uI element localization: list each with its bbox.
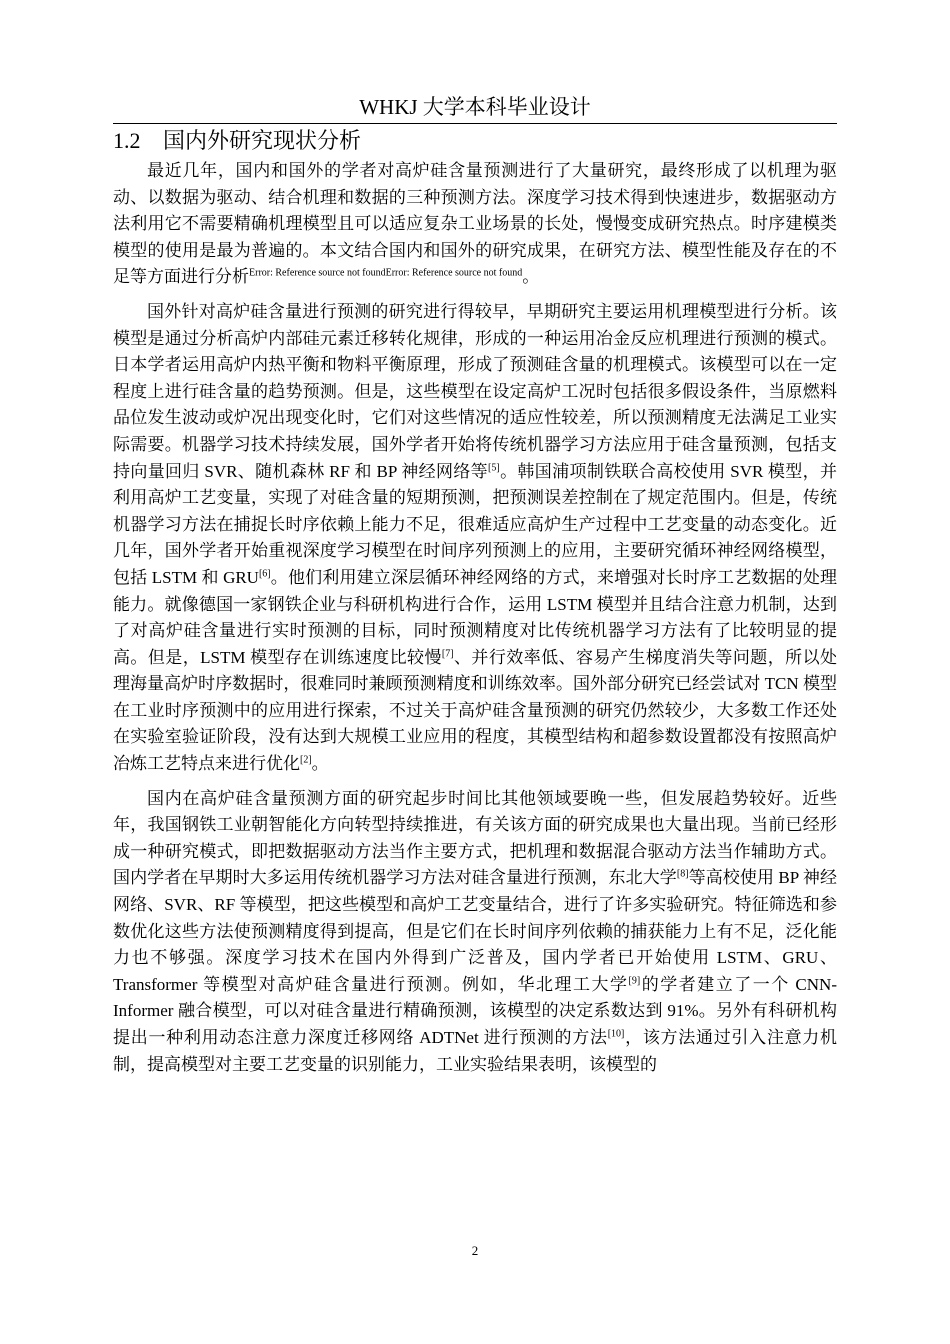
paragraph-text: 。 xyxy=(522,267,540,287)
paragraph-text: 国内在高炉硅含量预测方面的研究起步时间比其他领域要晚一些，但发展趋势较好。近些年，我国钢铁工业朝智能化方向转型持续推进，有关该方面的研究成果也大量出现。当前已经形成一种研究模式，即把数据驱动方法当作主要方式，把机理和数据混合驱动方法当作辅助方式。国内学者在早期时大多运用传统机器学习方法对硅含量进行预测，东北大学 xyxy=(113,788,837,888)
section-title-text: 国内外研究现状分析 xyxy=(163,128,362,153)
citation: [6] xyxy=(258,568,271,580)
paragraph-1 xyxy=(113,158,837,291)
paragraph-text: 、并行效率低、容易产生梯度消失等问题，所以处理海量高炉时序数据时，很难同时兼顾预测精度和训练效率。国外部分研究已经尝试对 TCN 模型在工业时序预测中的应用进行探索，不过关于高炉硅含量预测的研究仍然较少，大多数工作还处在实验室验证阶段，没有达到大规模工业应用的程度，其模型结构和超参数设置都没有按照高炉冶炼工艺特点来进行优化 xyxy=(113,647,838,774)
citation: [7] xyxy=(441,648,454,660)
paragraph-text: 等高校使用 BP 神经网络、SVR、RF 等模型，把这些模型和高炉工艺变量结合，进行了许多实验研究。特征筛选和参数优化这些方法使预测精度得到提高，但是它们在长时间序列依赖的捕获能力上有不足，泛化能力也不够强。深度学习技术在国内外得到广泛普及，国内学者已开始使用 LSTM、GRU、Transformer 等模型对高炉硅含量进行预测。例如，华北理工大学 xyxy=(113,868,837,994)
paragraph-3 xyxy=(113,786,837,1079)
section-title xyxy=(113,126,837,156)
citation: [8] xyxy=(676,868,689,880)
body-text xyxy=(113,158,837,1078)
citation: [10] xyxy=(607,1028,625,1040)
paragraph-text: 。他们利用建立深层循环神经网络的方式，来增强对长时序工艺数据的处理能力。就像德国一家钢铁企业与科研机构进行合作，运用 LSTM 模型并且结合注意力机制，达到了对高炉硅含量进行实时预测的目标，同时预测精度对比传统机器学习方法有了比较明显的提高。但是，LSTM 模型存在训练速度比较慢 xyxy=(113,567,838,667)
paragraph-text: 。 xyxy=(311,754,329,774)
paragraph-text: 最近几年，国内和国外的学者对高炉硅含量预测进行了大量研究，最终形成了以机理为驱动、以数据为驱动、结合机理和数据的三种预测方法。深度学习技术得到快速进步，数据驱动方法利用它不需要精确机理模型且可以适应复杂工业场景的长处，慢慢变成研究热点。时序建模类模型的使用是最为普遍的。本文结合国内和国外的研究成果，在研究方法、模型性能及存在的不足等方面进行分析 xyxy=(113,161,837,287)
paragraph-2 xyxy=(113,299,837,778)
citation: [9] xyxy=(628,975,641,987)
header-rule xyxy=(113,123,837,124)
page-number: 2 xyxy=(471,1243,479,1258)
paragraph-text: ，该方法通过引入注意力机制，提高模型对主要工艺变量的识别能力，工业实验结果表明，该模型的 xyxy=(113,1028,838,1074)
citation: [2] xyxy=(300,754,312,766)
paragraph-text: 国外针对高炉硅含量进行预测的研究进行得较早，早期研究主要运用机理模型进行分析。该模型是通过分析高炉内部硅元素迁移转化规律，形成的一种运用冶金反应机理进行预测的模式。日本学者运用高炉内热平衡和物料平衡原理，形成了预测硅含量的机理模式。该模型可以在一定程度上进行硅含量的趋势预测。但是，这些模型在设定高炉工况时包括很多假设条件，当原燃料品位发生波动或炉况出现变化时，它们对这些情况的适应性较差，所以预测精度无法满足工业实际需要。机器学习技术持续发展，国外学者开始将传统机器学习方法应用于硅含量预测，包括支持向量回归 SVR、随机森林 RF 和 BP 神经网络等 xyxy=(113,301,837,481)
paragraph-text: 的学者建立了一个 CNN-Informer 融合模型，可以对硅含量进行精确预测，该模型的决定系数达到 91%。另外有科研机构提出一种利用动态注意力深度迁移网络 ADTNet 进行预测的方法 xyxy=(113,974,837,1047)
page-header: WHKJ 大学本科毕业设计 xyxy=(359,95,591,119)
paragraph-text: 。韩国浦项制铁联合高校使用 SVR 模型，并利用高炉工艺变量，实现了对硅含量的短期预测，把预测误差控制在了规定范围内。但是，传统机器学习方法在捕捉长时序依赖上能力不足，很难适应高炉生产过程中工艺变量的动态变化。近几年，国外学者开始重视深度学习模型在时间序列预测上的应用，主要研究循环神经网络模型，包括 LSTM 和 GRU xyxy=(113,461,837,587)
section-number: 1.2 xyxy=(113,128,141,153)
citation: [5] xyxy=(488,461,500,473)
reference-error: Error: Reference source not foundError: Reference source not found xyxy=(249,267,523,279)
